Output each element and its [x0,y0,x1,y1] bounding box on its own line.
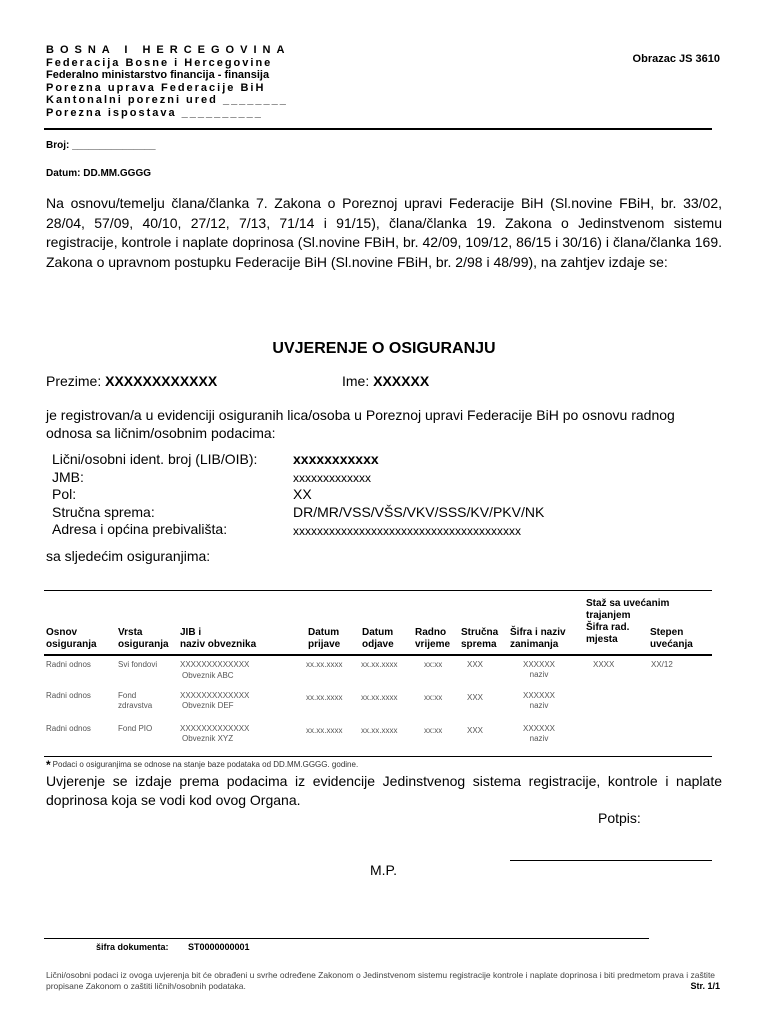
table-header-rule [44,654,712,656]
qualification-value: DR/MR/VSS/VŠS/VKV/SSS/KV/PKV/NK [293,503,545,520]
cell-jib: XXXXXXXXXXXXX [180,691,250,700]
surname-label: Prezime: [46,373,102,389]
cell-datum-prijave: xx.xx.xxxx [306,726,343,735]
jmb-value: xxxxxxxxxxxxx [293,471,371,485]
document-title: UVJERENJE O OSIGURANJU [272,340,496,357]
header-datum-prijave: Datum prijave [308,627,341,650]
cell-strucna-sprema: XXX [467,660,484,669]
header-staz: Staž sa uvećanim trajanjem Šifra rad. mjesta [586,598,670,645]
header-stepen: Stepen uvećanja [650,627,693,650]
header-jib: JIB i naziv obveznika [180,627,257,650]
cell-sifra-zanimanja: XXXXXX naziv [522,724,555,743]
cell-jib: XXXXXXXXXXXXX [180,660,250,669]
header-vrsta: Vrsta osiguranja [118,627,169,650]
cell-vrsta: Fond PIO [118,724,153,733]
document-number-field: Broj: _______________ [46,140,156,151]
cell-obveznik: Obveznik ABC [182,671,234,680]
cell-radno-vrijeme: xx:xx [424,693,443,702]
document-code-label: šifra dokumenta: [96,942,169,952]
address-value: xxxxxxxxxxxxxxxxxxxxxxxxxxxxxxxxxxxxxx [293,523,521,538]
page-number: Str. 1/1 [690,981,720,991]
cell-vrsta: Svi fondovi [118,660,158,669]
form-code: Obrazac JS 3610 [632,53,720,65]
document-code-value: ST0000000001 [188,942,250,952]
firstname-label: Ime: [342,373,370,389]
cell-datum-odjave: xx.xx.xxxx [361,693,398,702]
cell-datum-odjave: xx.xx.xxxx [361,726,398,735]
footer-divider [44,938,649,939]
lib-oib-value: xxxxxxxxxxx [293,451,379,467]
country-line: BOSNA I HERCEGOVINA [46,44,291,56]
ministry-line: Federalno ministarstvo financija - finansija [46,69,270,81]
privacy-notice: Lični/osobni podaci iz ovoga uvjerenja bit će obrađeni u svrhe određene Zakonom o Jedinstvenom sistemu registracije kontrole i naplate doprinosa i biti predmetom prava i zaštite propisane Zakonom o zaštiti ličnih/osobnih podataka. [46,970,716,991]
cell-osnov: Radni odnos [46,724,91,733]
qualification-label: Stručna sprema: [52,503,155,520]
table-top-rule [44,590,712,591]
branch-office-line: Porezna ispostava __________ [46,106,263,119]
header-osnov: Osnov osiguranja [46,627,97,650]
jmb-label: JMB: [52,468,84,485]
table-bottom-rule [44,756,712,757]
cell-strucna-sprema: XXX [467,726,484,735]
signature-line [510,860,712,861]
cell-sifra-zanimanja: XXXXXX naziv [522,691,555,710]
header-divider [44,128,712,130]
cell-radno-vrijeme: xx:xx [424,726,443,735]
insurances-intro: sa sljedećim osiguranjima: [46,548,211,564]
gender-value: XX [293,486,312,502]
header-strucna-sprema: Stručna sprema [461,627,499,650]
header-datum-odjave: Datum odjave [362,627,394,650]
cell-sifra-zanimanja: XXXXXX naziv [522,660,555,679]
issuance-statement: Uvjerenje se izdaje prema podacima iz evidencije Jedinstvenog sistema registracije, kontrole i naplate doprinosa koja se vodi kod ovog Organa. [46,773,722,808]
surname-row [46,373,217,389]
footnote-text: Podaci o osiguranjima se odnose na stanje baze podataka od DD.MM.GGGG. godine. [52,760,359,769]
signature-label: Potpis: [598,810,641,826]
footnote [46,758,358,772]
cell-datum-prijave: xx.xx.xxxx [306,693,343,702]
stamp-placeholder: M.P. [370,862,397,878]
cell-datum-prijave: xx.xx.xxxx [306,660,343,669]
registration-statement: je registrovan/a u evidenciji osiguranih lica/osoba u Poreznoj upravi Federacije BiH po osnovu radnog odnosa sa ličnim/osobnim podacima: [46,407,675,441]
address-label: Adresa i općina prebivališta: [52,521,228,537]
cantonal-office-line: Kantonalni porezni ured ________ [46,94,288,106]
lib-oib-label: Lični/osobni ident. broj (LIB/OIB): [52,451,258,467]
footnote-marker: * [46,758,51,772]
cell-sifra-mjesta: XXXX [593,660,615,669]
surname-value: XXXXXXXXXXXX [105,373,218,389]
cell-vrsta: Fond zdravstva [118,691,153,710]
cell-osnov: Radni odnos [46,691,91,700]
tax-authority-line: Porezna uprava Federacije BiH [46,81,266,94]
document-date: Datum: DD.MM.GGGG [46,168,151,179]
cell-stepen: XX/12 [651,660,673,669]
cell-radno-vrijeme: xx:xx [424,660,443,669]
firstname-value: XXXXXX [373,373,430,389]
header-radno-vrijeme: Radno vrijeme [415,627,451,650]
cell-osnov: Radni odnos [46,660,91,669]
cell-datum-odjave: xx.xx.xxxx [361,660,398,669]
issuer-header [46,44,290,119]
cell-jib: XXXXXXXXXXXXX [180,724,250,733]
legal-basis-paragraph: Na osnovu/temelju člana/članka 7. Zakona o Poreznoj upravi Federacije BiH (Sl.novine FBiH, br. 33/02, 28/04, 57/09, 40/10, 27/12, 7/13, 71/14 i 91/15), člana/članka 19. Zakona o Jedinstvenom sistemu registracije, kontrole i naplate doprinosa (Sl.novine FBiH, br. 42/09, 109/12, 86/15 i 30/16) i člana/članka 169. Zakona o upravnom postupku Federacije BiH (Sl.novine FBiH, br. 2/98 i 48/99), na zahtjev izdaje se: [46,195,722,270]
cell-obveznik: Obveznik DEF [182,701,234,710]
federation-line: Federacija Bosne i Hercegovine [46,56,273,69]
cell-strucna-sprema: XXX [467,693,484,702]
header-sifra-zanimanja: Šifra i naziv zanimanja [510,627,566,650]
firstname-row [342,373,429,389]
gender-label: Pol: [52,486,77,502]
cell-obveznik: Obveznik XYZ [182,734,234,743]
